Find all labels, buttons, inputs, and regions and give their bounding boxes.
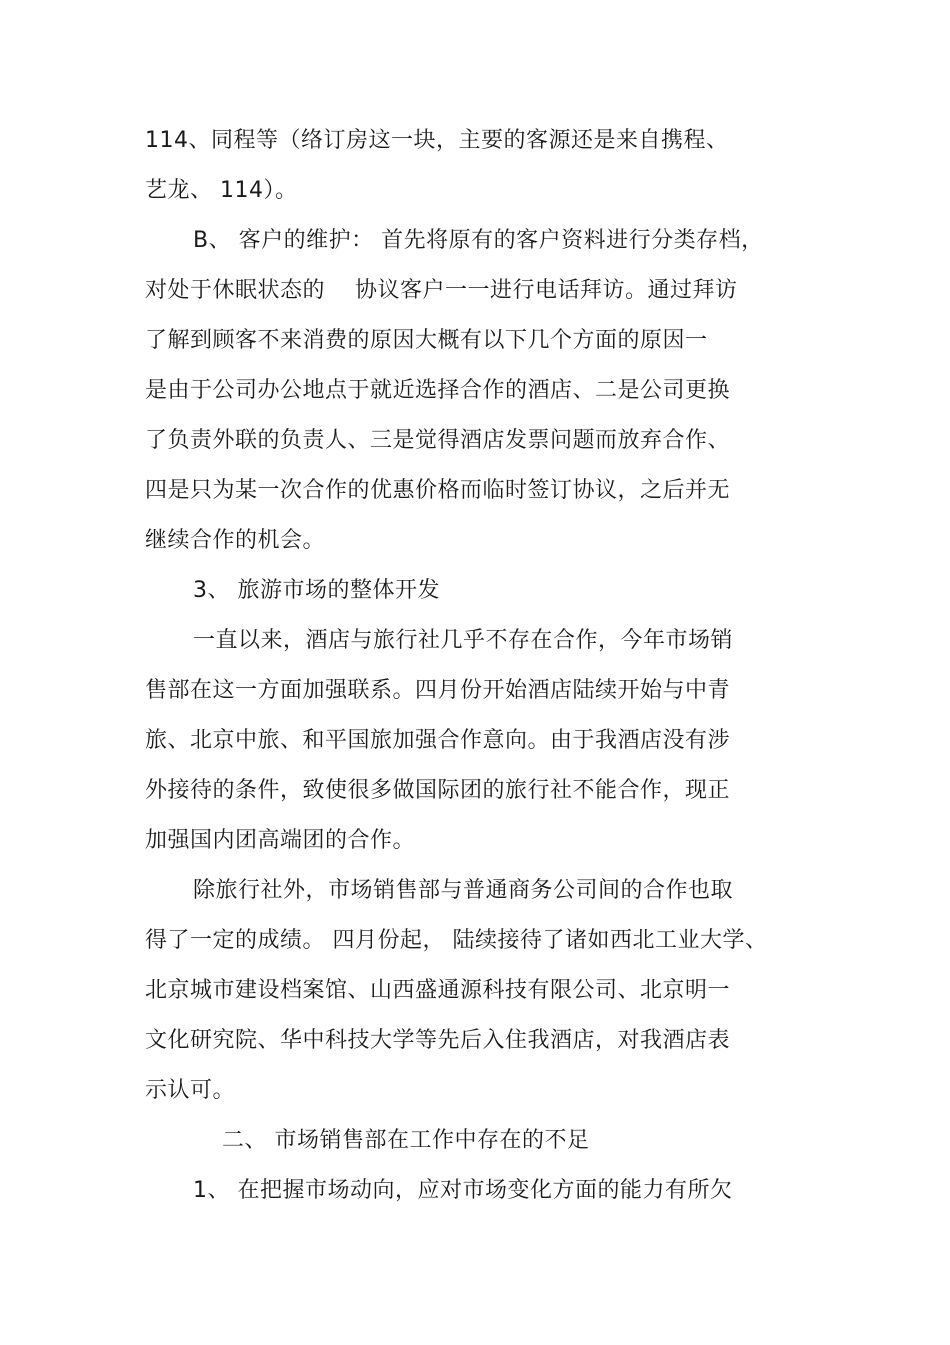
text-line: 售部在这一方面加强联系。四月份开始酒店陆续开始与中青 [145, 678, 731, 703]
text-line: 继续合作的机会。 [145, 528, 326, 553]
text-line: 了解到顾客不来消费的原因大概有以下几个方面的原因一 [145, 328, 708, 353]
text-line: 得了一定的成绩。 四月份起， 陆续接待了诸如西北工业大学、 [145, 928, 768, 953]
text-line: 了负责外联的负责人、三是觉得酒店发票问题而放弃合作、 [145, 428, 731, 453]
text-line: 加强国内团高端团的合作。 [145, 828, 416, 853]
text-segment: 对处于休眠状态的 [145, 278, 326, 303]
text-line: 114、同程等（络订房这一块，主要的客源还是来自携程、 [145, 128, 729, 153]
text-line: 除旅行社外，市场销售部与普通商务公司间的合作也取 [193, 878, 734, 903]
text-line: 旅、北京中旅、和平国旅加强合作意向。由于我酒店没有涉 [145, 728, 731, 753]
text-line: 文化研究院、华中科技大学等先后入住我酒店，对我酒店表 [145, 1028, 731, 1053]
text-line: 一直以来，酒店与旅行社几乎不存在合作，今年市场销 [193, 628, 734, 653]
text-line: 北京城市建设档案馆、山西盛通源科技有限公司、北京明一 [145, 978, 731, 1003]
text-line [145, 276, 738, 306]
section-heading: 二、 市场销售部在工作中存在的不足 [222, 1128, 590, 1153]
text-line: 艺龙、 114）。 [145, 178, 298, 203]
text-line: 是由于公司办公地点于就近选择合作的酒店、二是公司更换 [145, 378, 731, 403]
text-line: 外接待的条件，致使很多做国际团的旅行社不能合作，现正 [145, 778, 731, 803]
text-line: B、 客户的维护： 首先将原有的客户资料进行分类存档， [193, 228, 764, 253]
section-heading: 3、 旅游市场的整体开发 [193, 578, 440, 603]
text-line: 四是只为某一次合作的优惠价格而临时签订协议，之后并无 [145, 478, 731, 503]
text-segment: 协议客户一一进行电话拜访。通过拜访 [355, 278, 738, 303]
text-line: 示认可。 [145, 1078, 236, 1103]
section-heading: 1、 在把握市场动向，应对市场变化方面的能力有所欠 [193, 1178, 733, 1203]
